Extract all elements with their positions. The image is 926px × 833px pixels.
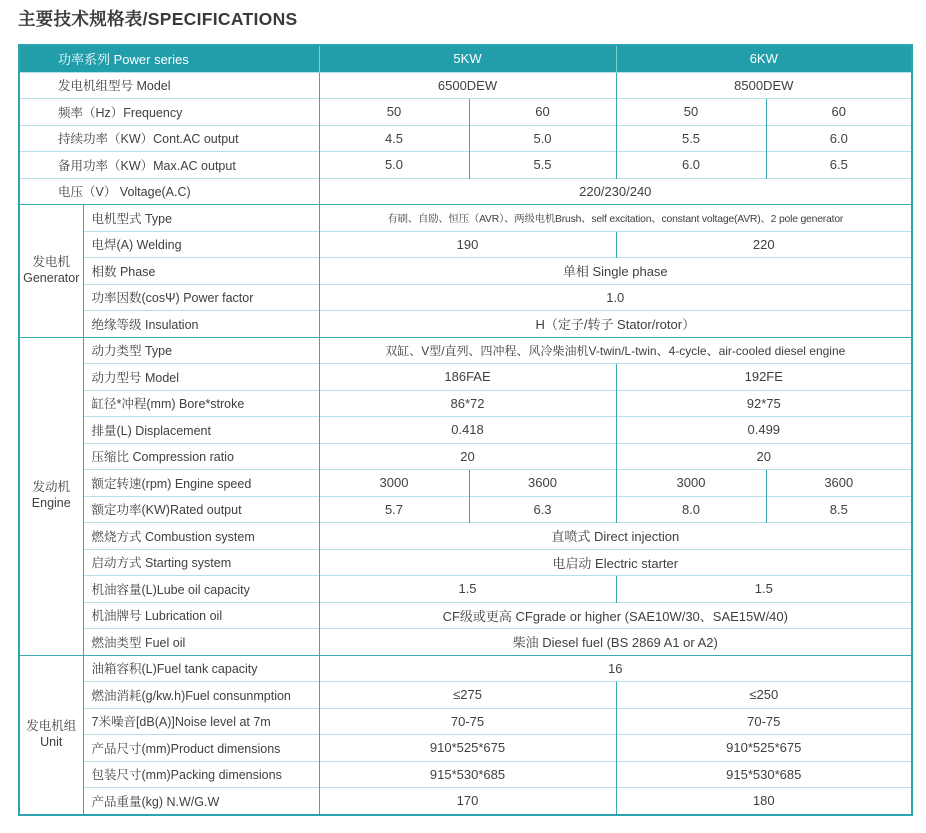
group-label-generator [19, 205, 83, 338]
spec-value: 5.0 [319, 152, 469, 179]
table-row [19, 682, 912, 709]
spec-label: 产品尺寸(mm)Product dimensions [83, 735, 319, 762]
spec-value: 86*72 [319, 390, 616, 417]
spec-value: 0.499 [616, 417, 912, 444]
table-row [19, 576, 912, 603]
spec-value: 5.0 [469, 125, 616, 152]
spec-value: 1.5 [319, 576, 616, 603]
table-row [19, 152, 912, 179]
group-label-en: Engine [31, 496, 71, 510]
spec-value: 6500DEW [319, 72, 616, 99]
table-row [19, 549, 912, 576]
column-header-6kw: 6KW [616, 45, 912, 72]
group-label-cn: 发动机 [32, 480, 70, 495]
spec-label: 持续功率（KW）Cont.AC output [19, 125, 319, 152]
table-row [19, 629, 912, 656]
spec-label: 排量(L) Displacement [83, 417, 319, 444]
table-row [19, 496, 912, 523]
spec-value: 1.5 [616, 576, 912, 603]
spec-value: 180 [616, 788, 912, 815]
column-header-5kw: 5KW [319, 45, 616, 72]
spec-label: 燃烧方式 Combustion system [83, 523, 319, 550]
table-row [19, 443, 912, 470]
spec-value: ≤275 [319, 682, 616, 709]
spec-label: 燃油类型 Fuel oil [83, 629, 319, 656]
spec-value: 910*525*675 [319, 735, 616, 762]
spec-value: 双缸、V型/直列、四冲程、风冷柴油机V-twin/L-twin、4-cycle、air-cooled diesel engine [319, 337, 912, 364]
table-row [19, 708, 912, 735]
spec-value: 170 [319, 788, 616, 815]
table-row [19, 284, 912, 311]
table-row [19, 337, 912, 364]
spec-label: 频率（Hz）Frequency [19, 99, 319, 126]
spec-value: 0.418 [319, 417, 616, 444]
spec-value: 92*75 [616, 390, 912, 417]
spec-value: 915*530*685 [319, 761, 616, 788]
spec-value: 220/230/240 [319, 178, 912, 205]
spec-value: 单相 Single phase [319, 258, 912, 285]
specifications-table [18, 44, 913, 816]
spec-value: 1.0 [319, 284, 912, 311]
table-row [19, 72, 912, 99]
table-row [19, 523, 912, 550]
spec-label: 电机型式 Type [83, 205, 319, 232]
table-row [19, 788, 912, 815]
table-row [19, 205, 912, 232]
spec-value: 20 [616, 443, 912, 470]
spec-value: 186FAE [319, 364, 616, 391]
spec-value: 6.3 [469, 496, 616, 523]
group-label-cn: 发电机 [32, 255, 70, 270]
table-row [19, 602, 912, 629]
spec-label: 机油容量(L)Lube oil capacity [83, 576, 319, 603]
spec-label: 产品重量(kg) N.W/G.W [83, 788, 319, 815]
spec-value: ≤250 [616, 682, 912, 709]
spec-value: 4.5 [319, 125, 469, 152]
table-row [19, 735, 912, 762]
table-row [19, 390, 912, 417]
spec-value: 5.5 [616, 125, 766, 152]
spec-label: 绝缘等级 Insulation [83, 311, 319, 338]
group-label-engine [19, 337, 83, 655]
spec-label: 机油牌号 Lubrication oil [83, 602, 319, 629]
spec-value: 5.7 [319, 496, 469, 523]
spec-label: 包装尺寸(mm)Packing dimensions [83, 761, 319, 788]
table-row [19, 655, 912, 682]
table-row [19, 125, 912, 152]
spec-value: 910*525*675 [616, 735, 912, 762]
spec-value: 220 [616, 231, 912, 258]
spec-value: 5.5 [469, 152, 616, 179]
spec-label: 电压（V） Voltage(A.C) [19, 178, 319, 205]
table-row [19, 761, 912, 788]
spec-value: H（定子/转子 Stator/rotor） [319, 311, 912, 338]
spec-label: 动力型号 Model [83, 364, 319, 391]
spec-value: 8500DEW [616, 72, 912, 99]
spec-value: 3600 [766, 470, 912, 497]
spec-value: 192FE [616, 364, 912, 391]
spec-label: 7米噪音[dB(A)]Noise level at 7m [83, 708, 319, 735]
spec-value: 8.0 [616, 496, 766, 523]
group-label-en: Generator [23, 270, 80, 285]
spec-value: 6.0 [616, 152, 766, 179]
spec-value: 3600 [469, 470, 616, 497]
spec-value: 70-75 [319, 708, 616, 735]
spec-value: 50 [319, 99, 469, 126]
spec-value: 6.0 [766, 125, 912, 152]
spec-label: 动力类型 Type [83, 337, 319, 364]
spec-value: 70-75 [616, 708, 912, 735]
spec-value: 20 [319, 443, 616, 470]
spec-value: 3000 [319, 470, 469, 497]
table-row [19, 231, 912, 258]
table-row [19, 178, 912, 205]
group-label-unit [19, 655, 83, 815]
spec-label: 启动方式 Starting system [83, 549, 319, 576]
spec-label: 压缩比 Compression ratio [83, 443, 319, 470]
spec-value: 电启动 Electric starter [319, 549, 912, 576]
table-row [19, 258, 912, 285]
spec-label: 发电机组型号 Model [19, 72, 319, 99]
spec-value: 16 [319, 655, 912, 682]
spec-value: 60 [766, 99, 912, 126]
spec-value: 50 [616, 99, 766, 126]
spec-value: 6.5 [766, 152, 912, 179]
table-row [19, 470, 912, 497]
spec-label: 额定转速(rpm) Engine speed [83, 470, 319, 497]
table-row [19, 364, 912, 391]
group-label-cn: 发电机组 [26, 718, 77, 733]
spec-label: 额定功率(KW)Rated output [83, 496, 319, 523]
spec-value: 有刷、自励、恒压（AVR）、两级电机Brush、self excitation、constant voltage(AVR)、2 pole generator [319, 205, 912, 232]
spec-value: CF级或更高 CFgrade or higher (SAE10W/30、SAE15W/40) [319, 602, 912, 629]
spec-label: 燃油消耗(g/kw.h)Fuel consunmption [83, 682, 319, 709]
spec-value: 915*530*685 [616, 761, 912, 788]
header-row [19, 45, 912, 72]
spec-label: 缸径*冲程(mm) Bore*stroke [83, 390, 319, 417]
spec-value: 190 [319, 231, 616, 258]
spec-value: 60 [469, 99, 616, 126]
spec-label: 相数 Phase [83, 258, 319, 285]
spec-label: 备用功率（KW）Max.AC output [19, 152, 319, 179]
column-header-power-series: 功率系列 Power series [19, 45, 319, 72]
spec-value: 柴油 Diesel fuel (BS 2869 A1 or A2) [319, 629, 912, 656]
table-row [19, 417, 912, 444]
table-row [19, 311, 912, 338]
spec-label: 电焊(A) Welding [83, 231, 319, 258]
table-row [19, 99, 912, 126]
group-label-en: Unit [40, 734, 63, 749]
spec-value: 直喷式 Direct injection [319, 523, 912, 550]
spec-value: 3000 [616, 470, 766, 497]
spec-label: 功率因数(cosΨ) Power factor [83, 284, 319, 311]
spec-label: 油箱容积(L)Fuel tank capacity [83, 655, 319, 682]
spec-value: 8.5 [766, 496, 912, 523]
page-title: 主要技术规格表/SPECIFICATIONS [18, 9, 298, 29]
